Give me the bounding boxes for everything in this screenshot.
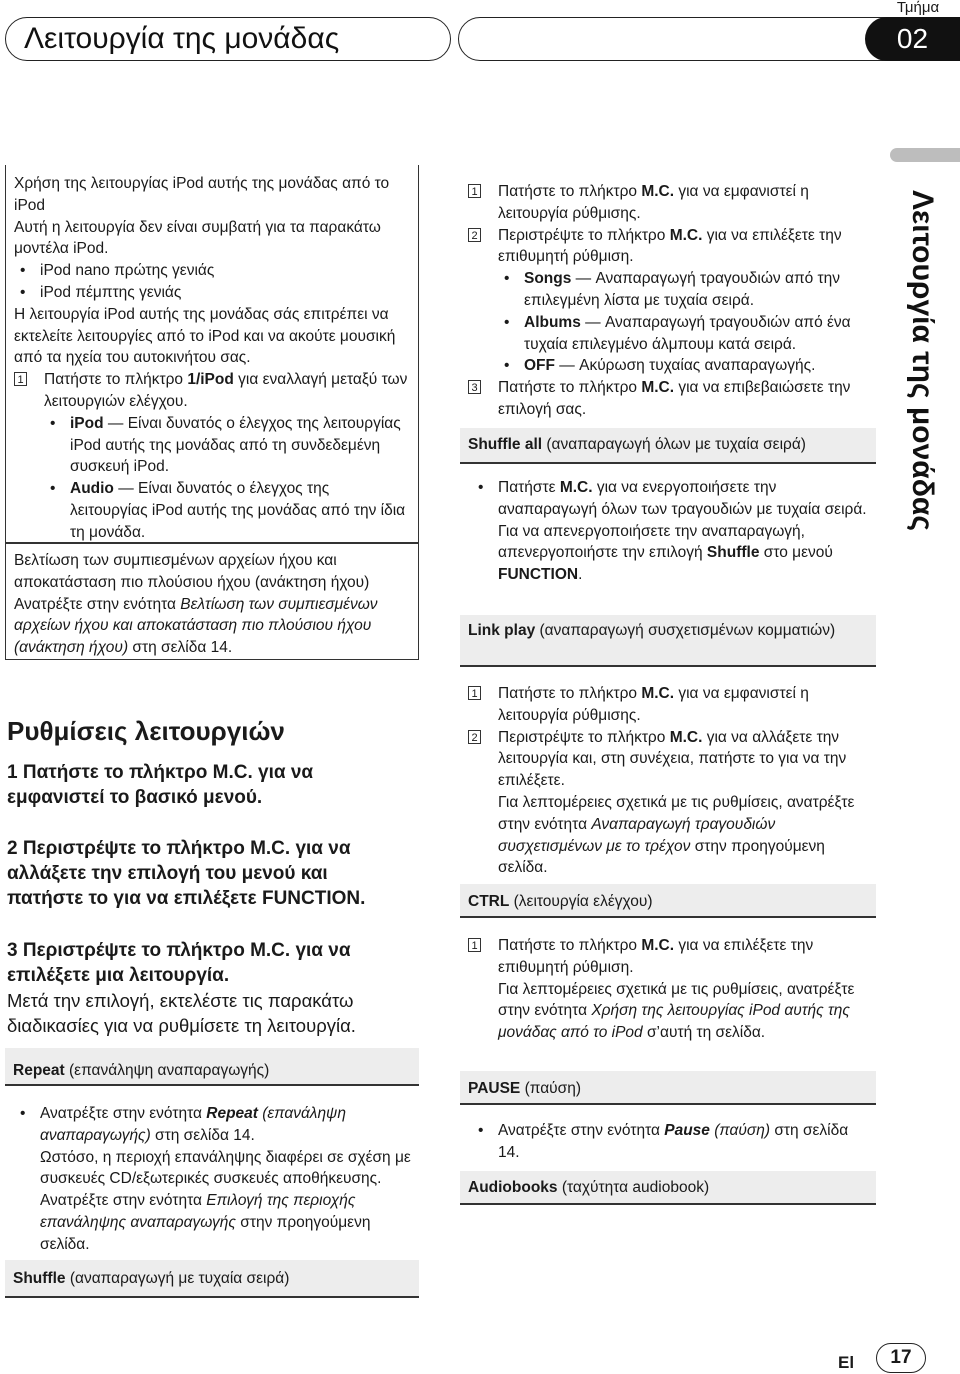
list-item: • iPod nano πρώτης γενιάς [14,260,410,282]
step-3-note: Μετά την επιλογή, εκτελέστε τις παρακάτω διαδικασίες για να ρυθμίσετε τη λειτουργία. [7,990,356,1036]
option-albums: • Albums — Αναπαραγωγή τραγουδιών από ένα τυχαία επιλεγμένο άλμπουμ κατά σειρά. [498,312,878,356]
section-number: 02 [865,17,960,61]
audiobooks-header: Audiobooks (ταχύτητα audiobook) [460,1171,876,1205]
step-item: 2 Περιστρέψτε το πλήκτρο M.C. για να επιλέξετε την επιθυμητή ρύθμιση. [468,225,878,269]
ipod-mode-desc: Η λειτουργία iPod αυτής της μονάδας σάς επιτρέπει να εκτελείτε λειτουργίες από το iPod και να ακούτε μουσική από τα ηχεία του αυτοκινήτου σας. [14,305,396,367]
step-item: 1 Πατήστε το πλήκτρο M.C. για να επιλέξετε την επιθυμητή ρύθμιση. [468,935,878,979]
pause-ref: • Ανατρέξτε στην ενότητα Pause (παύση) στη σελίδα 14. [472,1120,872,1164]
sound-title: Βελτίωση των συμπιεσμένων αρχείων ήχου και αποκατάσταση πιο πλούσιου ήχου (ανάκτηση ήχου) [14,552,370,591]
step-1: 1 Πατήστε το πλήκτρο M.C. για να εμφανιστεί το βασικό μενού. [7,762,314,808]
ctrl-header: CTRL (λειτουργία ελέγχου) [460,884,876,918]
footer-language: El [838,1353,855,1372]
settings-heading: Ρυθμίσεις λειτουργιών [7,716,285,746]
step-item: 1 Πατήστε το πλήκτρο 1/iPod για εναλλαγή μεταξύ των λειτουργιών ελέγχου. [14,369,410,413]
option-ipod: • iPod — Είναι δυνατός ο έλεγχος της λειτουργίας iPod αυτής της μονάδας από τη συνδεδεμένη συσκευή iPod. [44,413,410,478]
shuffle-steps [468,181,878,421]
step-item: 1 Πατήστε το πλήκτρο M.C. για να εμφανιστεί η λειτουργία ρύθμισης. [468,683,878,727]
side-tab-marker [890,148,960,162]
repeat-note: Ωστόσο, η περιοχή επανάληψης διαφέρει σε σχέση με συσκευές CD/εξωτερικές συσκευές αποθήκευσης. Ανατρέξτε στην ενότητα Επιλογή της περιοχής επανάληψης αναπαραγωγής στην προηγούμενη σελίδα. [40,1148,411,1253]
step-item: 2 Περιστρέψτε το πλήκτρο M.C. για να αλλάξετε την λειτουργία και, στη συνέχεια, πατήστε το για να την επιλέξετε. [468,727,878,792]
option-off: • OFF — Ακύρωση τυχαίας αναπαραγωγής. [498,355,878,377]
ipod-compat-note: Αυτή η λειτουργία δεν είναι συμβατή για τα παρακάτω μοντέλα iPod. [14,218,381,258]
step-number: 1 [14,372,27,386]
sound-retriever-box [5,543,419,660]
section-tab-label: Τμήμα [896,0,940,16]
page-number: 17 [876,1343,926,1373]
option-audio: • Audio — Είναι δυνατός ο έλεγχος της λειτουργίας iPod αυτής της μονάδας από την ίδια τη μονάδα. [44,478,410,543]
repeat-body [14,1103,414,1256]
ctrl-body [468,935,878,1044]
pause-body [472,1120,872,1164]
sound-ref: Ανατρέξτε στην ενότητα Βελτίωση των συμπιεσμένων αρχείων ήχου και αποκατάσταση πιο πλούσιου ήχου (ανάκτηση ήχου) στη σελίδα 14. [14,595,378,657]
side-title: Λειτουργία της μονάδας [906,190,939,531]
link-play-note: Για λεπτομέρειες σχετικά με τις ρυθμίσεις, ανατρέξτε στην ενότητα Αναπαραγωγή τραγουδιών συσχετισμένων με το τρέχον στην προηγούμενη σελίδα. [498,793,855,877]
link-play-header: Link play (αναπαραγωγή συσχετισμένων κομματιών) [460,615,876,667]
shuffle-all-header: Shuffle all (αναπαραγωγή όλων με τυχαία σειρά) [460,428,876,464]
shuffle-all-body [472,477,872,586]
ctrl-note: Για λεπτομέρειες σχετικά με τις ρυθμίσεις, ανατρέξτε στην ενότητα Χρήση της λειτουργίας iPod αυτής της μονάδας από το iPod σ’αυτή τη σελίδα. [498,980,855,1042]
step-2: 2 Περιστρέψτε το πλήκτρο M.C. για να αλλάξετε την επιλογή του μενού και πατήστε το για να επιλέξετε FUNCTION. [7,838,366,909]
shuffle-all-note: Για να απενεργοποιήσετε την αναπαραγωγή, απενεργοποιήστε την επιλογή Shuffle στο μενού FUNCTION. [498,522,833,584]
ipod-mode-box [5,165,419,543]
page-title: Λειτουργία της μονάδας [5,17,451,61]
option-songs: • Songs — Αναπαραγωγή τραγουδιών από την επιλεγμένη λίστα με τυχαία σειρά. [498,268,878,312]
step-item: 1 Πατήστε το πλήκτρο M.C. για να εμφανιστεί η λειτουργία ρύθμισης. [468,181,878,225]
step-item: 3 Πατήστε το πλήκτρο M.C. για να επιβεβαιώσετε την επιλογή σας. [468,377,878,421]
step-3: 3 Περιστρέψτε το πλήκτρο M.C. για να επιλέξετε μια λειτουργία. [7,940,351,986]
repeat-ref: • Ανατρέξτε στην ενότητα Repeat (επανάληψη αναπαραγωγής) στη σελίδα 14. [14,1103,414,1147]
ipod-mode-title: Χρήση της λειτουργίας iPod αυτής της μονάδας από το iPod [14,175,390,214]
pause-header: PAUSE (παύση) [460,1071,876,1105]
list-item: • iPod πέμπτης γενιάς [14,282,410,304]
link-play-body [468,683,878,879]
repeat-header: Repeat (επανάληψη αναπαραγωγής) [5,1048,419,1086]
shuffle-all-bullet: • Πατήστε M.C. για να ενεργοποιήσετε την αναπαραγωγή όλων των τραγουδιών με τυχαία σειρά. [472,477,872,521]
shuffle-header: Shuffle (αναπαραγωγή με τυχαία σειρά) [5,1260,419,1298]
